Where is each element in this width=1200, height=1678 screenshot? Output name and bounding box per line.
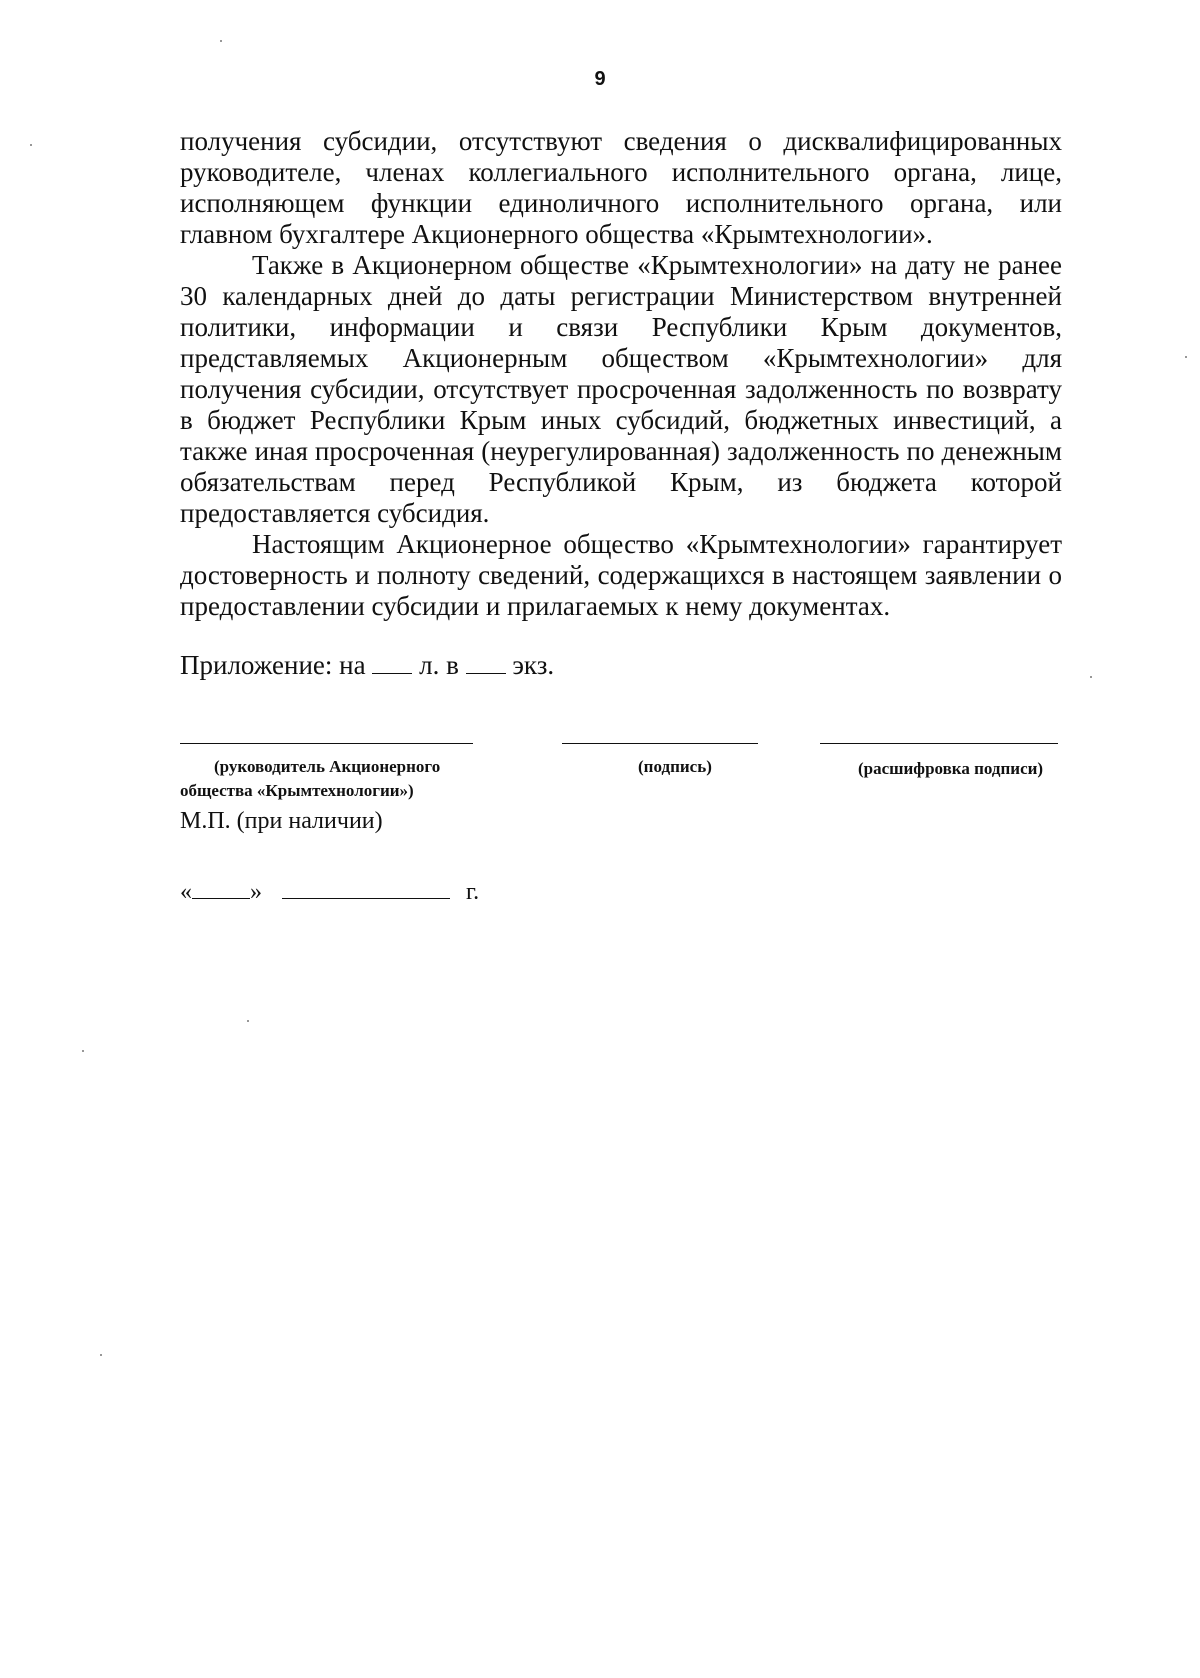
head-caption-line1: (руководитель Акционерного — [214, 757, 441, 776]
appendix-suffix: экз. — [512, 650, 555, 680]
signature-line — [562, 743, 758, 744]
scan-speck — [1090, 676, 1092, 678]
scan-speck — [220, 40, 222, 42]
scan-speck — [82, 1050, 84, 1052]
paragraph-continuation: получения субсидии, отсутствуют сведения о дисквалифицированных руководителе, членах коллегиального исполнительного органа, лице, исполняющем функции единоличного исполнительного органа, или главном бухгалтере Акционерного общества «Крымтехнологии». — [180, 126, 1062, 249]
scan-speck — [247, 1020, 249, 1022]
sheets-blank — [372, 651, 412, 674]
appendix-line — [180, 650, 554, 681]
year-suffix: г. — [466, 879, 480, 905]
paragraph-no-debt: Также в Акционерном обществе «Крымтехнологии» на дату не ранее 30 календарных дней до даты регистрации Министерством внутренней политики, информации и связи Республики Крым документов, представляемых Акционерным обществом «Крымтехнологии» для получения субсидии, отсутствует просроченная задолженность по возврату в бюджет Республики Крым иных субсидий, бюджетных инвестиций, а также иная просроченная (неурегулированная) задолженность по денежным обязательствам перед Республикой Крым, из бюджета которой предоставляется субсидия. — [180, 250, 1062, 528]
day-blank — [192, 876, 250, 899]
head-signature-line — [180, 743, 473, 744]
month-year-blank — [282, 876, 450, 899]
date-open-quote: « — [180, 879, 192, 905]
appendix-prefix: Приложение: на — [180, 650, 366, 680]
body-text — [180, 126, 1062, 622]
paragraph-guarantee: Настоящим Акционерное общество «Крымтехнологии» гарантирует достоверность и полноту сведений, содержащихся в настоящем заявлении о предоставлении субсидии и прилагаемых к нему документах. — [180, 529, 1062, 621]
scan-speck — [30, 144, 32, 146]
appendix-middle: л. в — [419, 650, 459, 680]
date-close-quote: » — [250, 879, 262, 905]
stamp-label: М.П. (при наличии) — [180, 808, 383, 834]
scan-speck — [100, 1354, 102, 1356]
scan-speck — [1185, 356, 1187, 358]
head-caption-line2: общества «Крымтехнологии») — [180, 781, 414, 800]
decode-caption: (расшифровка подписи) — [858, 759, 1044, 778]
page-number: 9 — [594, 68, 606, 90]
copies-blank — [466, 651, 506, 674]
date-line — [180, 876, 479, 907]
signature-caption: (подпись) — [638, 757, 712, 776]
decode-signature-line — [820, 743, 1058, 744]
